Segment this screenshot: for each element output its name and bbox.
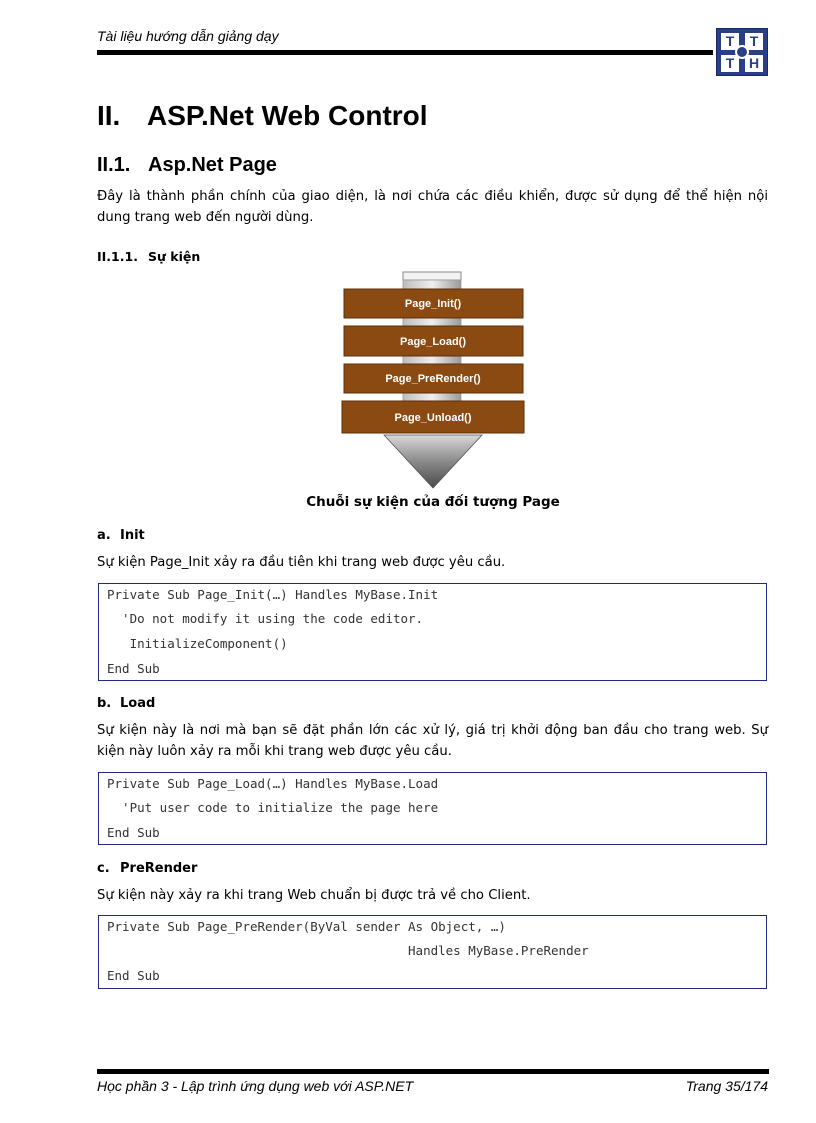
logo-letter: T [721, 55, 739, 72]
code-line: Handles MyBase.PreRender [107, 943, 589, 958]
subsection-number: II.1. [97, 154, 131, 176]
code-block-init [98, 583, 767, 681]
code-line: Private Sub Page_PreRender(ByVal sender As Object, …) [107, 919, 506, 934]
event-label: Page_Load() [399, 336, 467, 348]
item-title: Load [120, 696, 156, 711]
subsection-heading [97, 154, 277, 177]
header-rule [97, 50, 713, 55]
event-label: Page_Unload() [394, 412, 472, 424]
code-block-load [98, 772, 767, 845]
intro-paragraph: Đây là thành phần chính của giao diện, là nơi chứa các điều khiển, được sử dụng để thể hiện nội dung trang web đến người dùng. [97, 189, 768, 225]
code-block-prerender [98, 915, 767, 989]
item-heading-init [97, 528, 145, 543]
running-header: Tài liệu hướng dẫn giảng dạy [97, 28, 279, 44]
prerender-description: Sự kiện này xảy ra khi trang Web chuẩn bị được trả về cho Client. [97, 888, 531, 903]
section-title: ASP.Net Web Control [147, 100, 428, 131]
footer-page-number: Trang 35/174 [685, 1078, 768, 1094]
logo-letter: T [721, 33, 739, 50]
code-line: Private Sub Page_Load(…) Handles MyBase.Load [107, 776, 439, 791]
footer-rule [97, 1069, 769, 1074]
diagram-caption: Chuỗi sự kiện của đối tượng Page [306, 494, 560, 510]
item-letter: b. [97, 696, 112, 711]
event-label: Page_PreRender() [385, 373, 481, 385]
item-title: PreRender [120, 861, 198, 876]
footer-course-title: Học phần 3 - Lập trình ứng dụng web với ASP.NET [97, 1078, 414, 1094]
item-heading-prerender [97, 861, 197, 876]
code-line: 'Do not modify it using the code editor. [107, 611, 424, 626]
tth-logo [716, 28, 768, 76]
code-line: InitializeComponent() [107, 636, 288, 651]
section-number: II. [97, 100, 121, 131]
subsubsection-heading [97, 249, 200, 264]
page-event-diagram [338, 270, 528, 492]
init-description: Sự kiện Page_Init xảy ra đầu tiên khi trang web được yêu cầu. [97, 555, 506, 570]
subsubsection-number: II.1.1. [97, 249, 138, 264]
logo-letter: H [745, 55, 763, 72]
subsection-title: Asp.Net Page [148, 154, 277, 176]
item-letter: a. [97, 528, 111, 543]
item-title: Init [120, 528, 145, 543]
diagram-down-arrow [384, 435, 482, 488]
subsubsection-title: Sự kiện [148, 249, 201, 264]
code-line: End Sub [107, 968, 160, 983]
code-line: 'Put user code to initialize the page here [107, 800, 439, 815]
code-line: End Sub [107, 825, 160, 840]
item-letter: c. [97, 861, 110, 876]
logo-ring-icon [735, 45, 749, 59]
item-heading-load [97, 696, 155, 711]
load-description: Sự kiện này là nơi mà bạn sẽ đặt phần lớn các xử lý, giá trị khởi động ban đầu cho trang web. Sự kiện này luôn xảy ra mỗi khi trang web được yêu cầu. [97, 723, 768, 759]
event-label: Page_Init() [404, 298, 462, 310]
code-line: End Sub [107, 661, 160, 676]
diagram-top-cap [403, 272, 461, 280]
section-heading [97, 100, 428, 132]
code-line: Private Sub Page_Init(…) Handles MyBase.Init [107, 587, 439, 602]
logo-letter: T [745, 33, 763, 50]
